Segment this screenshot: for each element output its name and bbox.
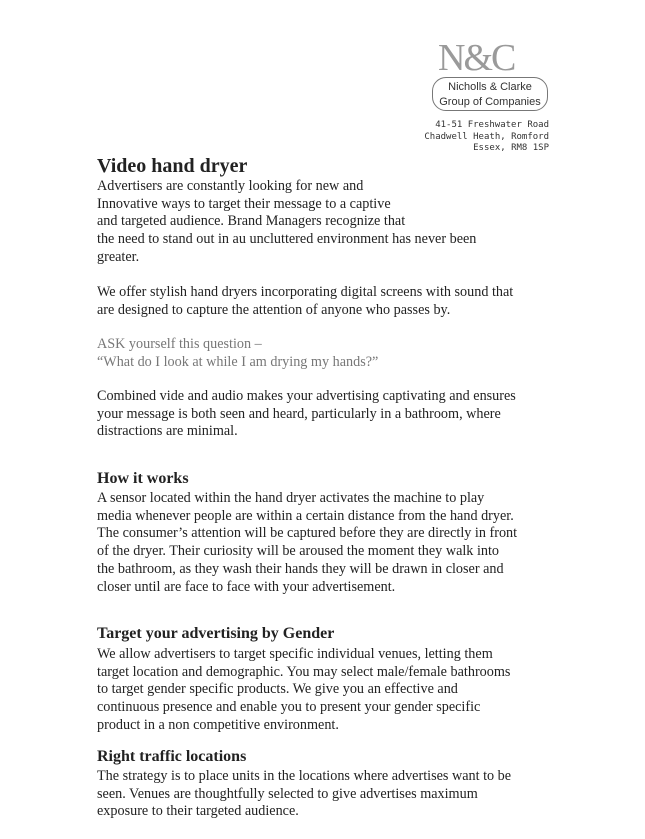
page-title: Video hand dryer: [97, 155, 248, 177]
text-line: target location and demographic. You may select male/female bathrooms: [97, 663, 511, 680]
text-line: continuous presence and enable you to present your gender specific: [97, 699, 481, 716]
paragraph-traffic: [97, 768, 511, 821]
logo-mark: N&C: [438, 37, 515, 79]
paragraph-offer: [97, 284, 513, 319]
company-logo: [428, 37, 554, 114]
text-line: “What do I look at while I am drying my hands?”: [97, 353, 379, 370]
text-line: exposure to their targeted audience.: [97, 803, 299, 820]
text-line: seen. Venues are thoughtfully selected to give advertises maximum: [97, 785, 478, 802]
text-line: We allow advertisers to target specific individual venues, letting them: [97, 646, 493, 662]
text-line: ASK yourself this question –: [97, 336, 262, 352]
text-line: to target gender specific products. We give you an effective and: [97, 681, 458, 698]
text-line: closer until are face to face with your advertisement.: [97, 578, 396, 595]
heading-traffic: Right traffic locations: [97, 748, 247, 765]
text-line: Combined vide and audio makes your advertising captivating and ensures: [97, 388, 516, 404]
text-line: distractions are minimal.: [97, 423, 238, 440]
text-line: the bathroom, as they wash their hands they will be drawn in closer and: [97, 560, 504, 577]
text-line: media whenever people are within a certain distance from the hand dryer.: [97, 507, 514, 524]
logo-line: Nicholls & Clarke: [448, 81, 532, 93]
paragraph-audio: [97, 388, 516, 441]
text-line: We offer stylish hand dryers incorporating digital screens with sound that: [97, 284, 514, 300]
text-line: the need to stand out in au uncluttered environment has never been: [97, 231, 477, 248]
company-address: [424, 120, 549, 155]
heading-how-it-works: How it works: [97, 470, 189, 487]
logo-name-box: [432, 77, 548, 111]
text-line: The strategy is to place units in the locations where advertises want to be: [97, 768, 512, 784]
heading-gender: Target your advertising by Gender: [97, 625, 335, 642]
text-line: A sensor located within the hand dryer activates the machine to play: [97, 490, 485, 506]
ask-question: [97, 336, 378, 371]
text-line: and targeted audience. Brand Managers recognize that: [97, 213, 406, 230]
paragraph-intro: [97, 178, 476, 267]
text-line: The consumer’s attention will be captured before they are directly in front: [97, 525, 518, 542]
text-line: Advertisers are constantly looking for new and: [97, 178, 364, 194]
text-line: of the dryer. Their curiosity will be aroused the moment they walk into: [97, 543, 500, 560]
address-line: 41-51 Freshwater Road: [435, 120, 549, 130]
logo-line: Group of Companies: [439, 96, 541, 108]
paragraph-how-it-works: [97, 490, 517, 596]
address-line: Essex, RM8 1SP: [473, 143, 549, 153]
text-line: greater.: [97, 248, 140, 265]
paragraph-gender: [97, 646, 510, 735]
text-line: product in a non competitive environment.: [97, 716, 339, 733]
address-line: Chadwell Heath, Romford: [424, 131, 549, 142]
text-line: your message is both seen and heard, particularly in a bathroom, where: [97, 405, 501, 422]
text-line: Innovative ways to target their message to a captive: [97, 195, 391, 212]
text-line: are designed to capture the attention of anyone who passes by.: [97, 301, 451, 318]
